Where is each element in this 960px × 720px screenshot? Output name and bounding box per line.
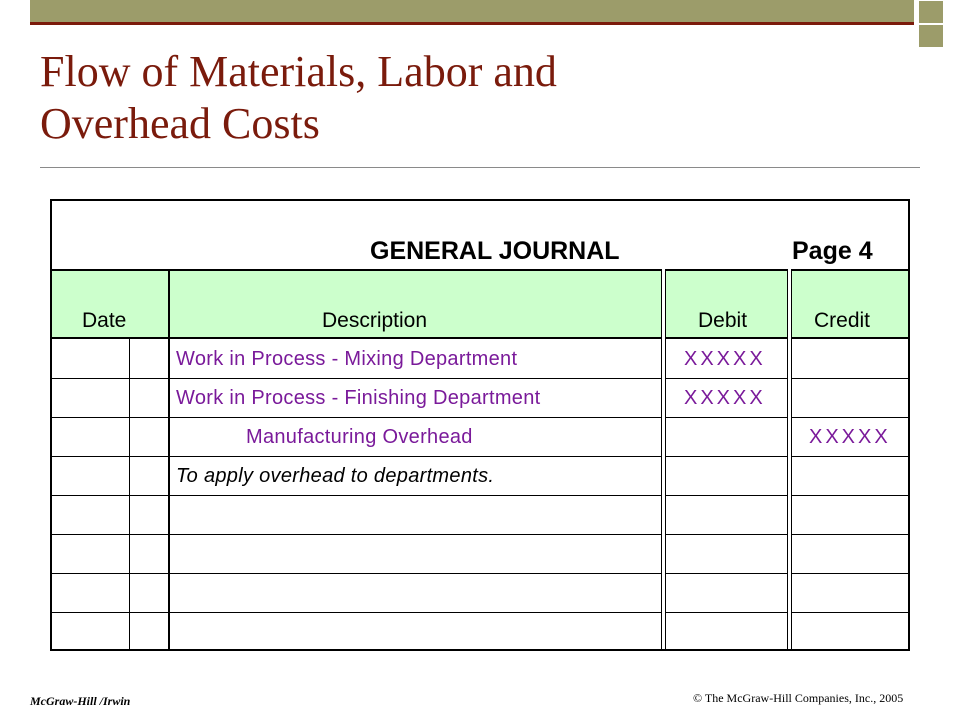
- table-row: [52, 495, 908, 535]
- date-column-divider: [168, 269, 170, 339]
- row-debit: XXXXX: [684, 387, 766, 409]
- table-row: [52, 534, 908, 574]
- debit-double-divider: [661, 269, 666, 649]
- table-row: [52, 456, 908, 496]
- row-description: Manufacturing Overhead: [246, 426, 473, 448]
- journal-rows: [52, 339, 908, 649]
- general-journal: [50, 199, 910, 651]
- row-credit: XXXXX: [809, 426, 891, 448]
- description-column-divider: [168, 339, 170, 649]
- row-description: Work in Process - Mixing Department: [176, 348, 518, 370]
- table-row: [52, 339, 908, 379]
- row-debit: XXXXX: [684, 348, 766, 370]
- column-header-date: Date: [52, 269, 170, 339]
- row-description: To apply overhead to departments.: [176, 465, 495, 487]
- journal-title: GENERAL JOURNAL: [370, 237, 620, 265]
- slide-title: [40, 46, 740, 150]
- top-accent-line: [30, 22, 914, 25]
- corner-square-bottom: [918, 24, 944, 48]
- copyright-footer: © The McGraw-Hill Companies, Inc., 2005: [693, 691, 904, 705]
- corner-square-top: [918, 0, 944, 24]
- top-decorative-bar: [30, 0, 914, 22]
- journal-header: [52, 201, 908, 269]
- credit-double-divider: [787, 269, 792, 649]
- table-row: [52, 378, 908, 418]
- column-header-credit: Credit: [790, 269, 908, 339]
- table-row: [52, 573, 908, 613]
- table-row: [52, 612, 908, 649]
- publisher-footer: McGraw-Hill /Irwin: [30, 694, 131, 708]
- column-header-debit: Debit: [664, 269, 790, 339]
- table-row: [52, 417, 908, 457]
- row-description: Work in Process - Finishing Department: [176, 387, 541, 409]
- slide-title-line2: Overhead Costs: [40, 99, 320, 148]
- column-header-description: Description: [170, 269, 664, 339]
- date-subcolumn-divider: [129, 339, 130, 649]
- slide-title-line1: Flow of Materials, Labor and: [40, 47, 557, 96]
- journal-page-number: Page 4: [792, 237, 873, 265]
- title-divider: [40, 167, 920, 168]
